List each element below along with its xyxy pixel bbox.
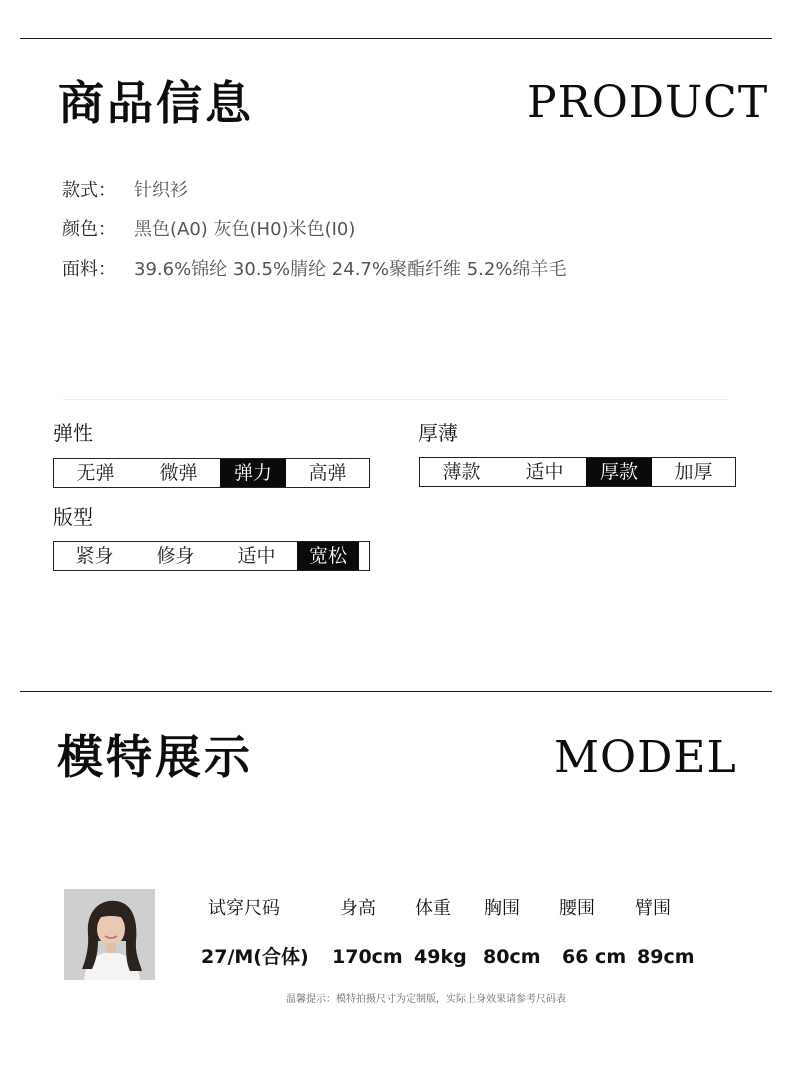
elasticity-option-elastic-selected: 弹力	[220, 459, 286, 487]
value-size: 27/M(合体)	[201, 946, 309, 968]
model-title-cn: 模特展示	[57, 730, 253, 784]
model-title-en: MODEL	[554, 732, 737, 783]
value-bust: 80cm	[483, 946, 541, 968]
info-label-fabric: 面料：	[62, 259, 116, 280]
elasticity-option-slight: 微弹	[159, 461, 198, 484]
value-waist: 66 cm	[562, 946, 627, 968]
value-arm: 89cm	[637, 946, 695, 968]
thickness-option-extra-thick: 加厚	[674, 460, 713, 483]
thickness-option-medium: 适中	[525, 460, 564, 483]
product-title-en: PRODUCT	[527, 77, 769, 128]
info-label-style: 款式：	[62, 180, 116, 201]
header-arm: 臂围	[635, 898, 671, 919]
elasticity-option-high: 高弹	[308, 461, 347, 484]
info-value-color: 黑色(A0) 灰色(H0)米色(I0)	[134, 219, 356, 240]
value-weight: 49kg	[414, 946, 467, 968]
product-title-cn: 商品信息	[58, 76, 254, 130]
size-note: 温馨提示：模特拍摄尺寸为定制版，实际上身效果请参考尺码表	[286, 994, 566, 1005]
thickness-title: 厚薄	[418, 421, 458, 445]
fit-scale-padding	[359, 542, 369, 570]
fit-option-loose-selected: 宽松	[297, 542, 359, 570]
attributes-divider	[62, 399, 728, 400]
info-row-style	[62, 182, 188, 200]
model-portrait-icon	[64, 889, 155, 980]
value-height: 170cm	[332, 946, 403, 968]
header-bust: 胸围	[484, 898, 520, 919]
info-row-fabric	[62, 261, 566, 279]
info-label-color: 颜色：	[62, 219, 116, 240]
elasticity-title: 弹性	[53, 421, 93, 445]
fit-title: 版型	[53, 505, 93, 529]
header-waist: 腰围	[559, 898, 595, 919]
fit-option-slim: 修身	[156, 544, 195, 567]
elasticity-option-none: 无弹	[76, 461, 115, 484]
info-row-color	[62, 221, 355, 239]
fit-scale	[53, 541, 370, 571]
thickness-scale	[419, 457, 736, 487]
elasticity-scale	[53, 458, 370, 488]
info-value-fabric: 39.6%锦纶 30.5%腈纶 24.7%聚酯纤维 5.2%绵羊毛	[134, 259, 567, 280]
fit-option-regular: 适中	[237, 544, 276, 567]
header-size: 试穿尺码	[208, 898, 280, 919]
header-height: 身高	[340, 898, 376, 919]
model-avatar	[64, 889, 155, 980]
thickness-option-thin: 薄款	[442, 460, 481, 483]
fit-option-tight: 紧身	[75, 544, 114, 567]
top-divider	[20, 38, 772, 39]
model-divider	[20, 691, 772, 692]
info-value-style: 针织衫	[134, 180, 188, 201]
header-weight: 体重	[415, 898, 451, 919]
thickness-option-thick-selected: 厚款	[586, 458, 652, 486]
